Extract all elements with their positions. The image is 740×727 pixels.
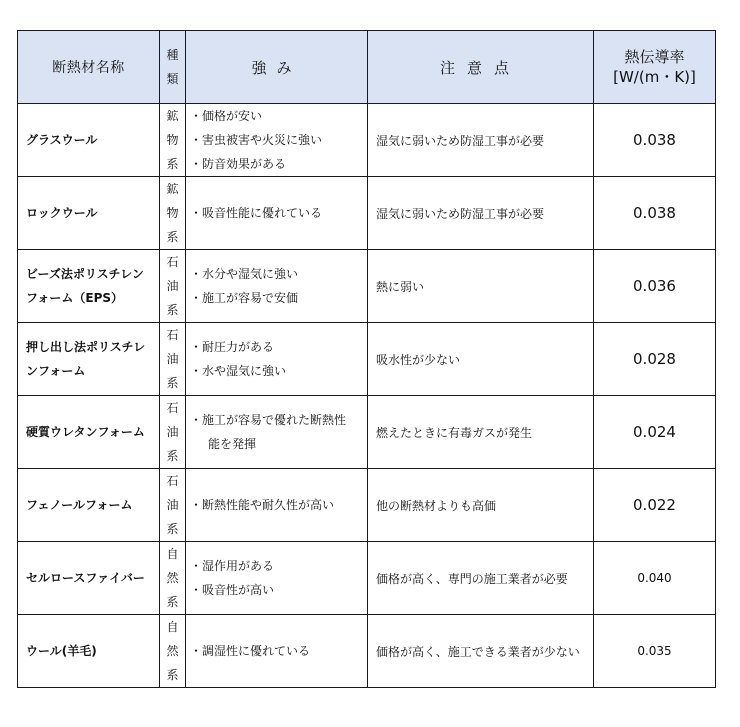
material-name-line: 押し出し法ポリスチレ: [26, 340, 146, 354]
conductivity-cell: [594, 250, 716, 323]
strengths-cell: [186, 615, 368, 688]
header-note-text: 注意点: [439, 58, 521, 77]
caution-cell: [368, 104, 594, 177]
strength-item: ・水や湿気に強い: [190, 364, 287, 378]
caution-text: 吸水性が少ない: [376, 352, 461, 367]
conductivity-value: 0.038: [633, 131, 676, 149]
material-kind-char: 自: [166, 620, 179, 634]
table-row: [18, 542, 716, 615]
material-kind-char: 自: [166, 547, 179, 561]
material-name-cell: [18, 250, 160, 323]
strength-item: ・湿作用がある: [190, 559, 275, 573]
material-name-line: 硬質ウレタンフォーム: [26, 425, 145, 439]
header-kind-char: 類: [166, 72, 179, 86]
conductivity-value: 0.035: [637, 644, 672, 658]
conductivity-value: 0.024: [633, 423, 676, 441]
material-kind-char: 石: [166, 328, 179, 342]
material-name-line: グラスウール: [26, 133, 98, 147]
header-kind-char: 種: [166, 48, 179, 62]
material-kind-char: 系: [166, 157, 179, 171]
material-kind-char: 系: [166, 303, 179, 317]
strength-item: ・調湿性に優れている: [190, 644, 311, 658]
material-kind-cell: [160, 250, 186, 323]
material-kind-char: 系: [166, 522, 179, 536]
caution-text: 価格が高く、施工できる業者が少ない: [376, 644, 580, 659]
strength-item: ・施工が容易で優れた断熱性: [190, 413, 347, 427]
caution-text: 湿気に弱いため防湿工事が必要: [376, 206, 545, 221]
material-name-cell: [18, 542, 160, 615]
header-conductivity-line1: 熱伝導率: [624, 48, 685, 66]
material-kind-char: 油: [166, 279, 179, 293]
material-name-cell: [18, 323, 160, 396]
strengths-cell: [186, 469, 368, 542]
table-row: [18, 469, 716, 542]
material-kind-cell: [160, 104, 186, 177]
conductivity-value: 0.028: [633, 350, 676, 368]
strength-item: ・吸音性能に優れている: [190, 206, 323, 220]
caution-text: 湿気に弱いため防湿工事が必要: [376, 133, 545, 148]
strength-item: ・施工が容易で安価: [190, 291, 299, 305]
strengths-cell: [186, 396, 368, 469]
conductivity-cell: [594, 469, 716, 542]
conductivity-value: 0.040: [637, 571, 672, 585]
header-name-text: 断熱材名称: [52, 60, 125, 76]
material-name-cell: [18, 615, 160, 688]
header-kind: [160, 31, 186, 104]
material-name-cell: [18, 469, 160, 542]
header-strength: [186, 31, 368, 104]
strength-item: 能を発揮: [208, 437, 257, 451]
strengths-cell: [186, 104, 368, 177]
strengths-cell: [186, 177, 368, 250]
material-name-line: フェノールフォーム: [26, 498, 133, 512]
conductivity-cell: [594, 177, 716, 250]
material-kind-char: 物: [166, 133, 179, 147]
conductivity-cell: [594, 542, 716, 615]
material-name-cell: [18, 396, 160, 469]
material-kind-char: 然: [166, 644, 179, 658]
material-kind-char: 系: [166, 230, 179, 244]
material-kind-char: 系: [166, 668, 179, 682]
material-name-line: ロックウール: [26, 206, 98, 220]
header-row: [18, 31, 716, 104]
conductivity-value: 0.036: [633, 277, 676, 295]
caution-cell: [368, 542, 594, 615]
caution-cell: [368, 250, 594, 323]
strength-item: ・害虫被害や火災に強い: [190, 133, 323, 147]
table-row: [18, 615, 716, 688]
conductivity-cell: [594, 104, 716, 177]
caution-text: 熱に弱い: [376, 279, 425, 294]
table-row: [18, 250, 716, 323]
material-kind-char: 油: [166, 498, 179, 512]
material-kind-char: 石: [166, 255, 179, 269]
material-kind-char: 系: [166, 595, 179, 609]
material-kind-char: 鉱: [166, 182, 179, 196]
conductivity-value: 0.022: [633, 496, 676, 514]
material-kind-char: 鉱: [166, 109, 179, 123]
material-name-cell: [18, 104, 160, 177]
material-name-line: セルロースファイバー: [26, 571, 145, 585]
conductivity-cell: [594, 396, 716, 469]
material-kind-char: 系: [166, 376, 179, 390]
material-kind-cell: [160, 469, 186, 542]
strength-item: ・価格が安い: [190, 109, 263, 123]
conductivity-cell: [594, 615, 716, 688]
material-kind-cell: [160, 177, 186, 250]
material-kind-char: 石: [166, 474, 179, 488]
header-conductivity: [594, 31, 716, 104]
strength-item: ・断熱性能や耐久性が高い: [190, 498, 335, 512]
header-note: [368, 31, 594, 104]
conductivity-cell: [594, 323, 716, 396]
strength-item: ・吸音性が高い: [190, 583, 275, 597]
strengths-cell: [186, 542, 368, 615]
strength-item: ・防音効果がある: [190, 157, 287, 171]
strength-item: ・耐圧力がある: [190, 340, 275, 354]
caution-cell: [368, 323, 594, 396]
material-kind-cell: [160, 542, 186, 615]
table-row: [18, 396, 716, 469]
material-name-cell: [18, 177, 160, 250]
caution-text: 価格が高く、専門の施工業者が必要: [376, 571, 568, 586]
material-kind-char: 物: [166, 206, 179, 220]
strengths-cell: [186, 250, 368, 323]
material-kind-char: 石: [166, 401, 179, 415]
material-kind-char: 然: [166, 571, 179, 585]
header-strength-text: 強み: [251, 58, 302, 77]
table-row: [18, 104, 716, 177]
strengths-cell: [186, 323, 368, 396]
caution-cell: [368, 469, 594, 542]
material-kind-char: 油: [166, 352, 179, 366]
caution-cell: [368, 615, 594, 688]
material-kind-char: 油: [166, 425, 179, 439]
table-row: [18, 177, 716, 250]
header-conductivity-line2: [W/(m・K)]: [613, 68, 696, 86]
material-kind-char: 系: [166, 449, 179, 463]
table-row: [18, 323, 716, 396]
caution-cell: [368, 177, 594, 250]
material-name-line: ビーズ法ポリスチレン: [26, 267, 144, 281]
material-kind-cell: [160, 615, 186, 688]
header-name: [18, 31, 160, 104]
caution-text: 他の断熱材よりも高価: [376, 498, 497, 513]
material-name-line: ンフォーム: [26, 364, 86, 378]
conductivity-value: 0.038: [633, 204, 676, 222]
insulation-comparison-table: [17, 30, 716, 688]
caution-text: 燃えたときに有毒ガスが発生: [376, 425, 533, 440]
caution-cell: [368, 396, 594, 469]
material-kind-cell: [160, 396, 186, 469]
material-name-line: ウール(羊毛): [26, 644, 97, 658]
material-name-line: フォーム（EPS）: [26, 291, 124, 305]
strength-item: ・水分や湿気に強い: [190, 267, 299, 281]
material-kind-cell: [160, 323, 186, 396]
